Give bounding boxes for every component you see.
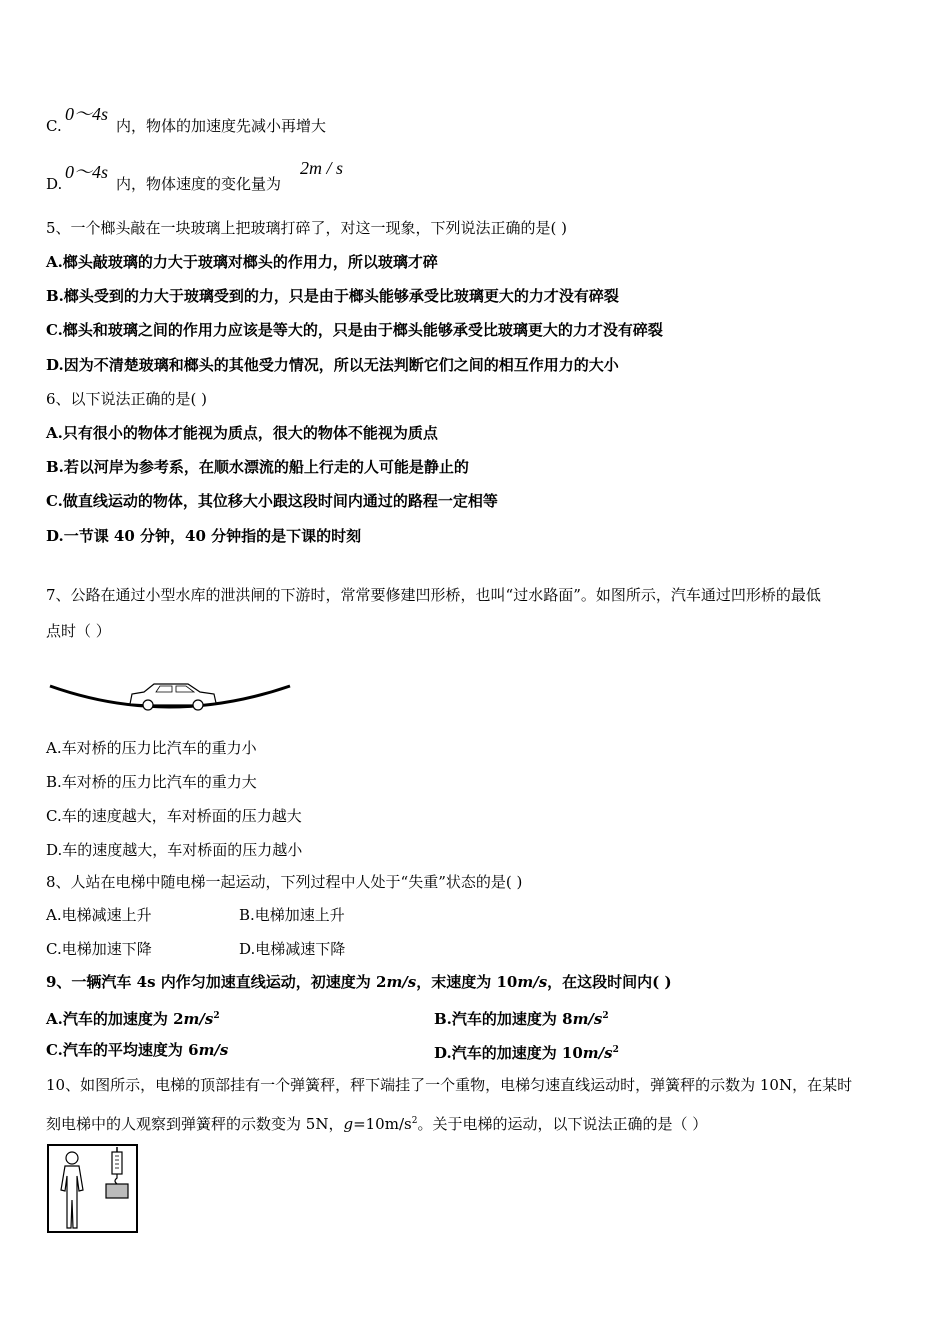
q6-stem: 6、以下说法正确的是( ): [46, 390, 208, 408]
q7-stem-line2: 点时（ ）: [46, 622, 111, 640]
q6-option-a: A.只有很小的物体才能视为质点，很大的物体不能视为质点: [46, 424, 438, 442]
q9-stem-unit2: m/s: [517, 973, 548, 991]
q7-option-b: B.车对桥的压力比汽车的重力大: [46, 773, 257, 791]
q9-option-b-unit: m/s: [572, 1010, 603, 1028]
q9-stem-unit1: m/s: [386, 973, 417, 991]
q7-option-a: A.车对桥的压力比汽车的重力小: [46, 739, 257, 757]
q9-option-a-unit: m/s: [183, 1010, 214, 1028]
q10-g: g: [343, 1115, 354, 1133]
q9-option-b: [434, 1006, 609, 1029]
q5-option-b: B.榔头受到的力大于玻璃受到的力，只是由于榔头能够承受比玻璃更大的力才没有碎裂: [46, 287, 619, 305]
q10-stem-line2-pre: 刻电梯中的人观察到弹簧秤的示数变为 5N，: [46, 1115, 344, 1133]
q9-option-d-text: D.汽车的加速度为 10: [434, 1044, 583, 1062]
q4-option-d-letter: D.: [46, 175, 63, 193]
q10-stem-line2-post: 。关于电梯的运动，以下说法正确的是（ ）: [417, 1115, 708, 1133]
q9-option-a: [46, 1006, 220, 1029]
q9-stem-mid: ，末速度为 10: [416, 973, 518, 991]
q9-option-d: [434, 1040, 619, 1063]
q9-stem-pre: 9、一辆汽车 4s 内作匀加速直线运动，初速度为 2: [46, 973, 387, 991]
q10-sq: 2: [411, 1116, 418, 1126]
q5-stem: 5、一个榔头敲在一块玻璃上把玻璃打碎了，对这一现象，下列说法正确的是( ): [46, 219, 568, 237]
q9-option-b-sq: 2: [602, 1011, 609, 1021]
q5-option-a: A.榔头敲玻璃的力大于玻璃对榔头的作用力，所以玻璃才碎: [46, 253, 438, 271]
q9-stem-post: ，在这段时间内( ): [547, 973, 672, 991]
q8-option-d: D.电梯减速下降: [239, 940, 346, 958]
q8-option-a: A.电梯减速上升: [46, 906, 152, 924]
q8-stem: 8、人站在电梯中随电梯一起运动，下列过程中人处于“失重”状态的是( ): [46, 873, 523, 891]
q4-option-d-text: 内，物体速度的变化量为: [116, 175, 282, 193]
q10-stem-line1: 10、如图所示，电梯的顶部挂有一个弹簧秤，秤下端挂了一个重物，电梯匀速直线运动时，弹簧秤的示数为 10N，在某时: [46, 1076, 853, 1094]
q4-option-d-math2: 2m / s: [300, 158, 344, 178]
q9-option-c-unit: m/s: [198, 1041, 229, 1059]
concave-bridge-car-figure: [48, 676, 298, 716]
q7-option-d: D.车的速度越大，车对桥面的压力越小: [46, 841, 303, 859]
q9-option-d-unit: m/s: [582, 1044, 613, 1062]
q6-option-c: C.做直线运动的物体，其位移大小跟这段时间内通过的路程一定相等: [46, 492, 498, 510]
q9-option-a-text: A.汽车的加速度为 2: [46, 1010, 184, 1028]
q6-option-d: D.一节课 40 分钟，40 分钟指的是下课的时刻: [46, 527, 362, 545]
q7-stem-line1: 7、公路在通过小型水库的泄洪闸的下游时，常常要修建凹形桥，也叫“过水路面”。如图所示，汽车通过凹形桥的最低: [46, 586, 821, 604]
q9-option-c-text: C.汽车的平均速度为 6: [46, 1041, 199, 1059]
elevator-spring-scale-figure: [47, 1144, 139, 1234]
q9-option-b-text: B.汽车的加速度为 8: [434, 1010, 573, 1028]
q9-option-d-sq: 2: [612, 1045, 619, 1055]
q9-stem: [46, 972, 672, 992]
q4-option-c-text: 内，物体的加速度先减小再增大: [116, 117, 327, 135]
q4-option-c-letter: C.: [46, 117, 62, 135]
q8-option-b: B.电梯加速上升: [239, 906, 345, 924]
q5-option-c: C.榔头和玻璃之间的作用力应该是等大的，只是由于榔头能够承受比玻璃更大的力才没有碎裂: [46, 321, 663, 339]
q4-option-c-math: 0～4s: [65, 104, 109, 124]
q6-option-b: B.若以河岸为参考系，在顺水漂流的船上行走的人可能是静止的: [46, 458, 469, 476]
q10-stem-line2: [46, 1111, 707, 1134]
q7-option-c: C.车的速度越大，车对桥面的压力越大: [46, 807, 302, 825]
q9-option-a-sq: 2: [213, 1011, 220, 1021]
q10-stem-line2-mid: =10m/s: [353, 1115, 412, 1133]
q8-option-c: C.电梯加速下降: [46, 940, 152, 958]
q9-option-c: [46, 1040, 228, 1060]
q4-option-d-math: 0～4s: [65, 162, 109, 182]
q5-option-d: D.因为不清楚玻璃和榔头的其他受力情况，所以无法判断它们之间的相互作用力的大小: [46, 356, 619, 374]
